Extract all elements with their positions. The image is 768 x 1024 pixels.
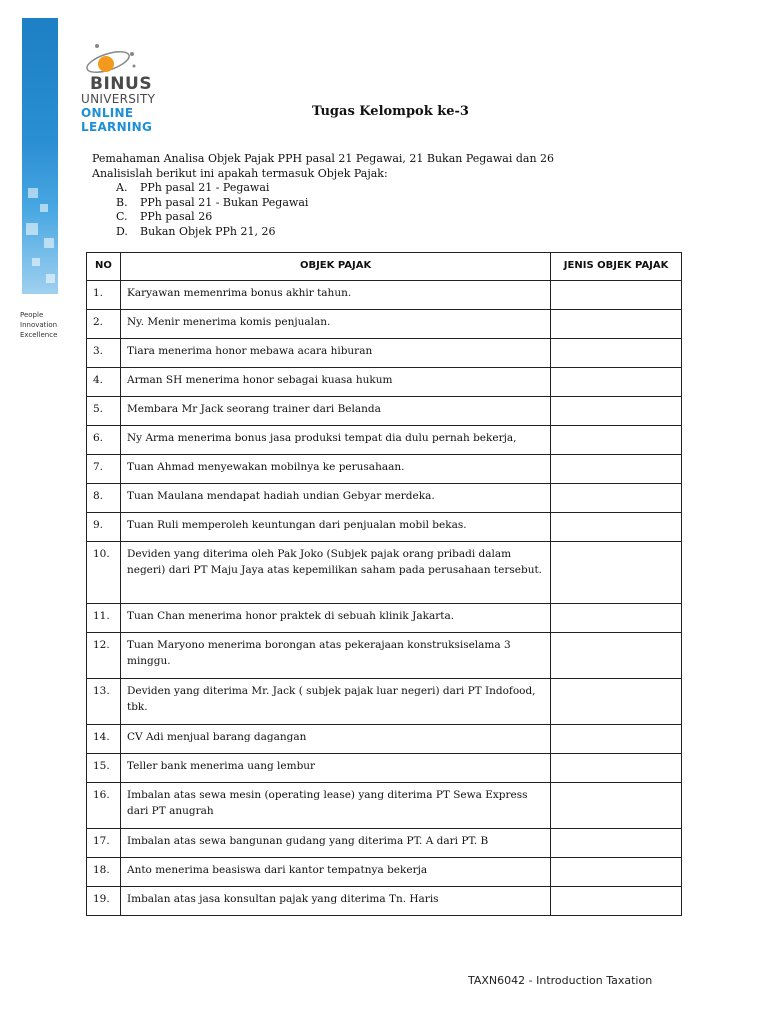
row-objek-pajak: Arman SH menerima honor sebagai kuasa hukum	[120, 368, 550, 397]
row-number: 11.	[87, 604, 121, 633]
row-objek-pajak: Teller bank menerima uang lembur	[120, 754, 550, 783]
row-jenis-objek-pajak[interactable]	[551, 754, 682, 783]
table-row	[87, 633, 682, 679]
row-jenis-objek-pajak[interactable]	[551, 887, 682, 916]
row-number: 16.	[87, 783, 121, 829]
row-number: 8.	[87, 484, 121, 513]
table-row	[87, 339, 682, 368]
table-row	[87, 887, 682, 916]
logo-university: UNIVERSITY	[81, 92, 156, 106]
table-row	[87, 281, 682, 310]
row-number: 4.	[87, 368, 121, 397]
table-row	[87, 754, 682, 783]
row-jenis-objek-pajak[interactable]	[551, 783, 682, 829]
row-number: 19.	[87, 887, 121, 916]
row-objek-pajak: Deviden yang diterima Mr. Jack ( subjek pajak luar negeri) dari PT Indofood, tbk.	[120, 679, 550, 725]
tax-object-table	[86, 252, 682, 916]
table-row	[87, 455, 682, 484]
tagline-excellence: Excellence	[20, 331, 58, 339]
row-objek-pajak: CV Adi menjual barang dagangan	[120, 725, 550, 754]
row-number: 3.	[87, 339, 121, 368]
footer-course: TAXN6042 - Introduction Taxation	[468, 974, 653, 987]
row-number: 6.	[87, 426, 121, 455]
option-item	[92, 210, 652, 225]
row-objek-pajak: Ny Arma menerima bonus jasa produksi tempat dia dulu pernah bekerja,	[120, 426, 550, 455]
table-row	[87, 858, 682, 887]
row-jenis-objek-pajak[interactable]	[551, 281, 682, 310]
row-number: 5.	[87, 397, 121, 426]
row-jenis-objek-pajak[interactable]	[551, 725, 682, 754]
row-jenis-objek-pajak[interactable]	[551, 679, 682, 725]
logo-online: ONLINE	[81, 106, 134, 120]
option-letter: B.	[116, 195, 128, 209]
strip-pixel	[44, 238, 54, 248]
table-row	[87, 484, 682, 513]
row-number: 1.	[87, 281, 121, 310]
row-jenis-objek-pajak[interactable]	[551, 484, 682, 513]
row-number: 2.	[87, 310, 121, 339]
row-jenis-objek-pajak[interactable]	[551, 368, 682, 397]
row-objek-pajak: Imbalan atas sewa bangunan gudang yang diterima PT. A dari PT. B	[120, 829, 550, 858]
intro-text	[92, 152, 652, 239]
row-jenis-objek-pajak[interactable]	[551, 604, 682, 633]
option-item	[92, 181, 652, 196]
row-jenis-objek-pajak[interactable]	[551, 633, 682, 679]
row-jenis-objek-pajak[interactable]	[551, 455, 682, 484]
option-text: PPh pasal 26	[140, 210, 213, 223]
row-jenis-objek-pajak[interactable]	[551, 829, 682, 858]
table-row	[87, 783, 682, 829]
strip-pixel	[40, 204, 48, 212]
row-objek-pajak: Membara Mr Jack seorang trainer dari Belanda	[120, 397, 550, 426]
brand-tagline	[20, 310, 57, 340]
logo-binus: BINUS	[90, 74, 153, 94]
row-number: 10.	[87, 542, 121, 604]
option-text: PPh pasal 21 - Bukan Pegawai	[140, 195, 309, 209]
header-no: NO	[87, 253, 121, 281]
row-number: 7.	[87, 455, 121, 484]
row-jenis-objek-pajak[interactable]	[551, 339, 682, 368]
option-item	[92, 196, 652, 211]
binus-logo	[78, 36, 198, 136]
strip-pixel	[32, 258, 40, 266]
row-objek-pajak: Tuan Chan menerima honor praktek di sebuah klinik Jakarta.	[120, 604, 550, 633]
table-header-row	[87, 253, 682, 281]
row-number: 15.	[87, 754, 121, 783]
table-row	[87, 426, 682, 455]
row-objek-pajak: Tuan Maulana mendapat hadiah undian Gebyar merdeka.	[120, 484, 550, 513]
row-objek-pajak: Karyawan memenrima bonus akhir tahun.	[120, 281, 550, 310]
row-jenis-objek-pajak[interactable]	[551, 542, 682, 604]
row-number: 13.	[87, 679, 121, 725]
table-row	[87, 397, 682, 426]
row-objek-pajak: Anto menerima beasiswa dari kantor tempatnya bekerja	[120, 858, 550, 887]
strip-pixel	[46, 274, 55, 283]
option-letter: A.	[116, 181, 128, 194]
table-row	[87, 604, 682, 633]
header-objek-pajak: OBJEK PAJAK	[120, 253, 550, 281]
row-jenis-objek-pajak[interactable]	[551, 310, 682, 339]
row-number: 12.	[87, 633, 121, 679]
brand-side-strip	[22, 18, 58, 294]
tagline-innovation: Innovation	[20, 321, 58, 329]
row-objek-pajak: Ny. Menir menerima komis penjualan.	[120, 310, 550, 339]
logo-learning: LEARNING	[81, 120, 153, 134]
tagline-people: People	[20, 311, 44, 319]
row-number: 18.	[87, 858, 121, 887]
table-row	[87, 513, 682, 542]
row-objek-pajak: Tuan Ahmad menyewakan mobilnya ke perusahaan.	[120, 455, 550, 484]
option-letter: D.	[116, 224, 128, 238]
intro-line-2: Analisislah berikut ini apakah termasuk Objek Pajak:	[92, 166, 388, 180]
page-title: Tugas Kelompok ke-3	[312, 104, 469, 119]
table-row	[87, 368, 682, 397]
row-objek-pajak: Imbalan atas jasa konsultan pajak yang diterima Tn. Haris	[120, 887, 550, 916]
option-item	[92, 225, 652, 240]
options-list	[92, 181, 652, 239]
table-row	[87, 679, 682, 725]
table-row	[87, 542, 682, 604]
row-jenis-objek-pajak[interactable]	[551, 426, 682, 455]
header-jenis-objek-pajak: JENIS OBJEK PAJAK	[551, 253, 682, 281]
table-row	[87, 829, 682, 858]
row-objek-pajak: Deviden yang diterima oleh Pak Joko (Subjek pajak orang pribadi dalam negeri) dari PT Maju Jaya atas kepemilikan saham pada perusahaan tersebut.	[120, 542, 550, 604]
intro-line-1: Pemahaman Analisa Objek Pajak PPH pasal 21 Pegawai, 21 Bukan Pegawai dan 26	[92, 152, 555, 165]
option-text: Bukan Objek PPh 21, 26	[140, 224, 276, 238]
strip-pixel	[28, 188, 38, 198]
row-objek-pajak: Tuan Maryono menerima borongan atas pekerajaan konstruksiselama 3 minggu.	[120, 633, 550, 679]
row-number: 14.	[87, 725, 121, 754]
row-objek-pajak: Imbalan atas sewa mesin (operating lease) yang diterima PT Sewa Express dari PT anugrah	[120, 783, 550, 829]
row-jenis-objek-pajak[interactable]	[551, 397, 682, 426]
table-row	[87, 310, 682, 339]
table-row	[87, 725, 682, 754]
option-text: PPh pasal 21 - Pegawai	[140, 181, 270, 194]
row-number: 17.	[87, 829, 121, 858]
row-objek-pajak: Tiara menerima honor mebawa acara hiburan	[120, 339, 550, 368]
row-number: 9.	[87, 513, 121, 542]
strip-pixel	[26, 223, 38, 235]
row-jenis-objek-pajak[interactable]	[551, 513, 682, 542]
row-objek-pajak: Tuan Ruli memperoleh keuntungan dari penjualan mobil bekas.	[120, 513, 550, 542]
option-letter: C.	[116, 210, 128, 223]
row-jenis-objek-pajak[interactable]	[551, 858, 682, 887]
